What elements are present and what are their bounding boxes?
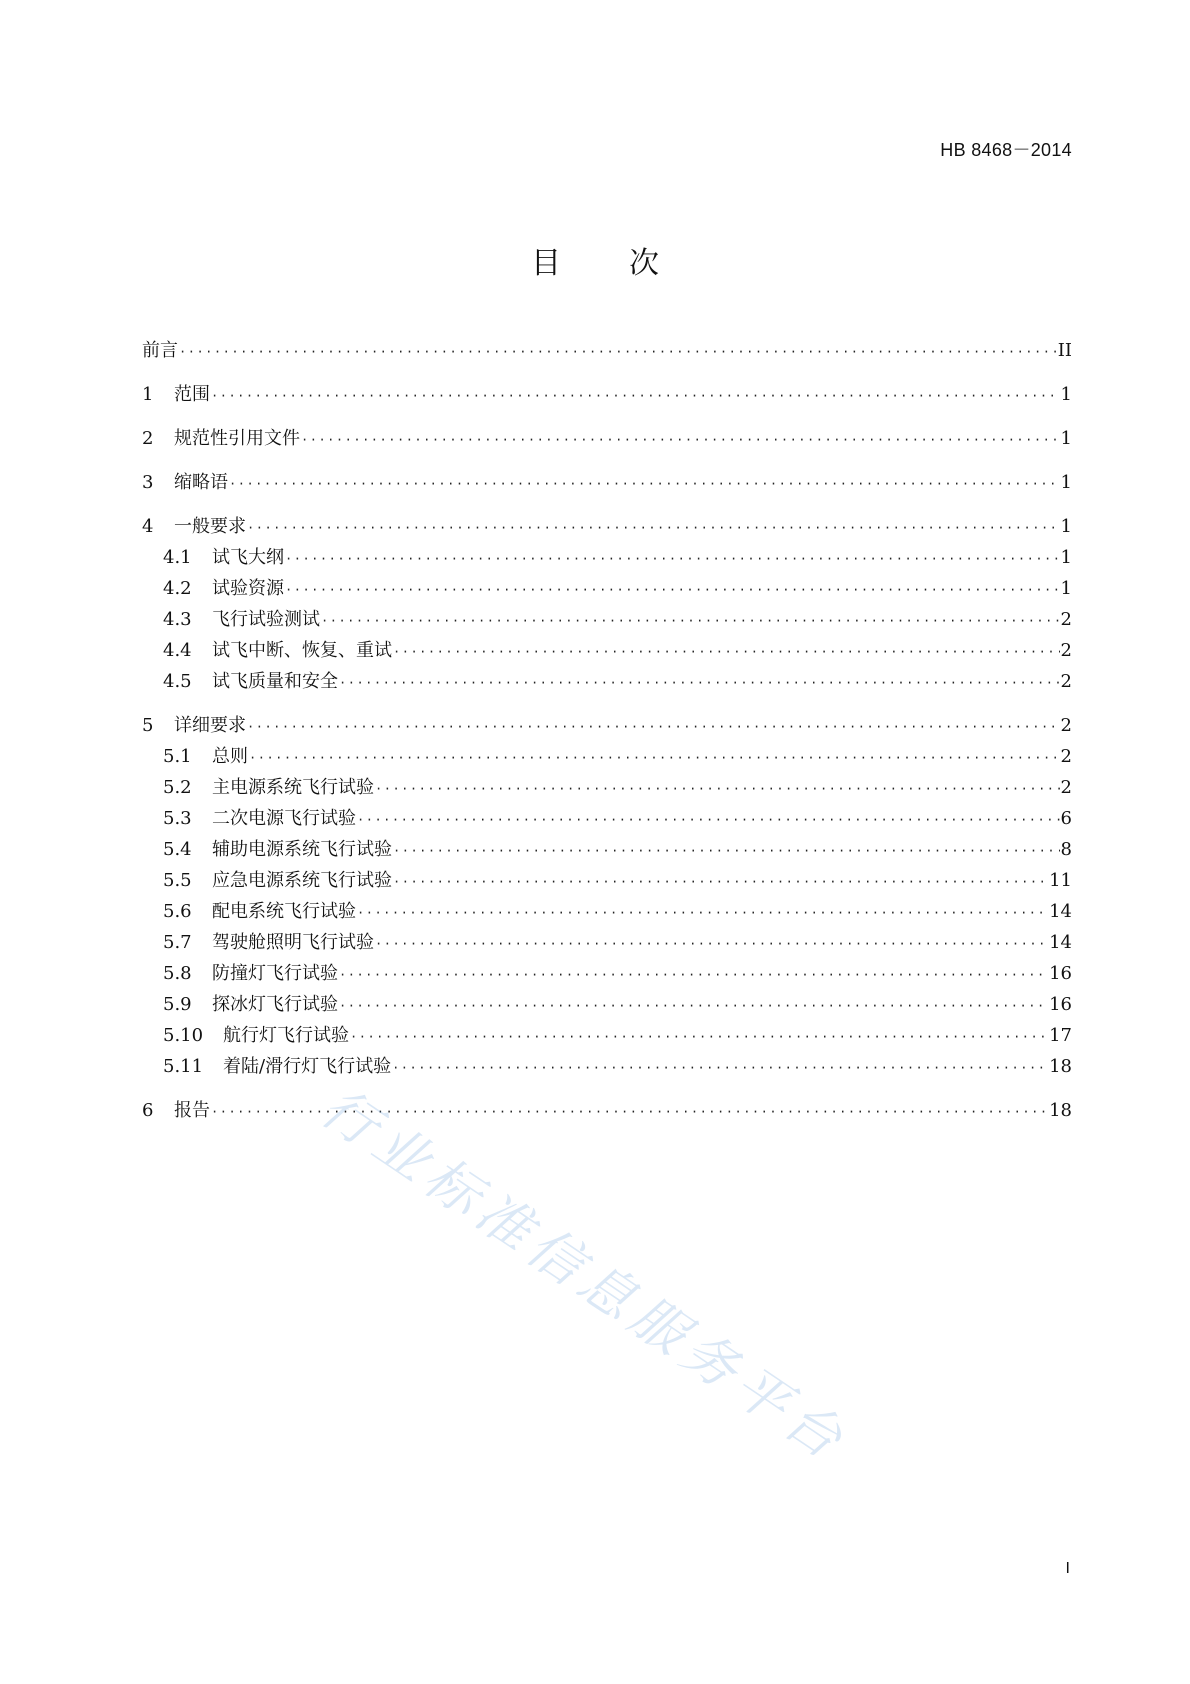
toc-entry[interactable] <box>142 1052 1072 1083</box>
toc-entry[interactable] <box>142 711 1072 742</box>
toc-entry-number: 5.10 <box>163 1025 204 1046</box>
toc-dot-leader <box>339 968 1048 982</box>
toc-entry-number: 5.3 <box>163 808 192 829</box>
toc-dot-leader <box>339 676 1060 690</box>
toc-entry-label: 一般要求 <box>174 516 246 537</box>
toc-dot-leader <box>247 521 1060 535</box>
toc-entry-number: 5.1 <box>163 746 192 767</box>
toc-dot-leader <box>350 1030 1048 1044</box>
toc-entry-page: 2 <box>1060 640 1072 661</box>
table-of-contents <box>142 336 1072 1127</box>
toc-dot-leader <box>249 751 1060 765</box>
toc-entry-label: 总则 <box>212 746 248 767</box>
toc-entry-label: 试飞中断、恢复、重试 <box>212 640 392 661</box>
toc-entry-page: 2 <box>1060 609 1072 630</box>
toc-entry-number: 1 <box>142 384 154 405</box>
toc-entry-label: 报告 <box>174 1100 210 1121</box>
page-number: I <box>1065 1560 1070 1577</box>
toc-entry[interactable] <box>142 1096 1072 1127</box>
toc-entry-label: 缩略语 <box>174 472 228 493</box>
toc-dot-leader <box>211 1105 1048 1119</box>
toc-entry[interactable] <box>142 773 1072 804</box>
toc-entry-number: 4 <box>142 516 154 537</box>
toc-entry-page: 16 <box>1049 994 1072 1015</box>
toc-entry-label: 着陆/滑行灯飞行试验 <box>223 1056 392 1077</box>
toc-entry[interactable] <box>142 866 1072 897</box>
toc-entry-number: 5 <box>142 715 154 736</box>
toc-dot-leader <box>392 1061 1048 1075</box>
toc-entry-number: 5.5 <box>163 870 192 891</box>
toc-entry-page: 1 <box>1060 384 1072 405</box>
toc-entry-page: 18 <box>1049 1100 1072 1121</box>
toc-entry[interactable] <box>142 512 1072 543</box>
toc-entry[interactable] <box>142 667 1072 698</box>
toc-entry-number: 5.2 <box>163 777 192 798</box>
toc-entry[interactable] <box>142 897 1072 928</box>
toc-dot-leader <box>393 844 1060 858</box>
toc-entry-page: 1 <box>1060 516 1072 537</box>
toc-entry[interactable] <box>142 990 1072 1021</box>
toc-entry-label: 试验资源 <box>212 578 284 599</box>
toc-entry-page: 1 <box>1060 547 1072 568</box>
toc-entry-label: 航行灯飞行试验 <box>223 1025 349 1046</box>
toc-entry-number: 6 <box>142 1100 154 1121</box>
toc-entry-page: 14 <box>1049 932 1072 953</box>
toc-entry-number: 5.9 <box>163 994 192 1015</box>
toc-dot-leader <box>357 813 1060 827</box>
toc-entry-page: 1 <box>1060 578 1072 599</box>
toc-entry-label: 应急电源系统飞行试验 <box>212 870 392 891</box>
toc-entry-page: 2 <box>1060 746 1072 767</box>
toc-dot-leader <box>375 782 1060 796</box>
toc-entry-number: 3 <box>142 472 154 493</box>
page-title-part1: 目 <box>531 246 561 281</box>
toc-entry-page: 14 <box>1049 901 1072 922</box>
page-title-part2: 次 <box>629 246 659 281</box>
toc-entry[interactable] <box>142 835 1072 866</box>
toc-dot-leader <box>393 645 1060 659</box>
toc-entry-label: 主电源系统飞行试验 <box>212 777 374 798</box>
toc-entry-page: 2 <box>1060 777 1072 798</box>
toc-entry-page: 1 <box>1060 428 1072 449</box>
toc-entry[interactable] <box>142 605 1072 636</box>
toc-entry[interactable] <box>142 468 1072 499</box>
toc-dot-leader <box>211 389 1060 403</box>
watermark: 行业标准信息服务平台 <box>310 1075 860 1475</box>
toc-entry[interactable] <box>142 928 1072 959</box>
toc-entry-page: 17 <box>1049 1025 1072 1046</box>
toc-entry[interactable] <box>142 336 1072 367</box>
toc-entry[interactable] <box>142 574 1072 605</box>
toc-entry[interactable] <box>142 543 1072 574</box>
toc-entry-number: 5.8 <box>163 963 192 984</box>
toc-entry-label: 规范性引用文件 <box>174 428 300 449</box>
toc-entry[interactable] <box>142 742 1072 773</box>
toc-entry-label: 试飞质量和安全 <box>212 671 338 692</box>
toc-entry-number: 4.5 <box>163 671 192 692</box>
toc-entry-label: 防撞灯飞行试验 <box>212 963 338 984</box>
toc-dot-leader <box>285 583 1060 597</box>
toc-entry-number: 5.4 <box>163 839 192 860</box>
toc-dot-leader <box>229 477 1060 491</box>
toc-dot-leader <box>321 614 1060 628</box>
toc-entry-number: 5.6 <box>163 901 192 922</box>
toc-entry-number: 4.2 <box>163 578 192 599</box>
toc-entry-page: 18 <box>1049 1056 1072 1077</box>
toc-entry-label: 范围 <box>174 384 210 405</box>
toc-dot-leader <box>301 433 1060 447</box>
toc-entry-label: 试飞大纲 <box>212 547 284 568</box>
toc-entry-number: 4.1 <box>163 547 192 568</box>
toc-entry[interactable] <box>142 1021 1072 1052</box>
toc-entry-page: II <box>1057 340 1072 361</box>
toc-entry[interactable] <box>142 380 1072 411</box>
toc-dot-leader <box>179 345 1057 359</box>
toc-entry-label: 探冰灯飞行试验 <box>212 994 338 1015</box>
toc-entry-label: 二次电源飞行试验 <box>212 808 356 829</box>
toc-entry-number: 2 <box>142 428 154 449</box>
toc-entry-number: 4.4 <box>163 640 192 661</box>
page-title <box>0 238 1190 282</box>
toc-entry-label: 前言 <box>142 340 178 361</box>
toc-entry-page: 2 <box>1060 671 1072 692</box>
toc-dot-leader <box>339 999 1048 1013</box>
toc-entry-label: 驾驶舱照明飞行试验 <box>212 932 374 953</box>
toc-entry-label: 辅助电源系统飞行试验 <box>212 839 392 860</box>
toc-entry-page: 16 <box>1049 963 1072 984</box>
toc-entry[interactable] <box>142 959 1072 990</box>
toc-entry-page: 1 <box>1060 472 1072 493</box>
toc-entry-number: 5.11 <box>163 1056 204 1077</box>
toc-dot-leader <box>393 875 1048 889</box>
toc-entry-page: 11 <box>1049 870 1072 891</box>
toc-entry-label: 配电系统飞行试验 <box>212 901 356 922</box>
toc-entry-number: 5.7 <box>163 932 192 953</box>
toc-dot-leader <box>285 552 1060 566</box>
toc-entry-page: 2 <box>1060 715 1072 736</box>
toc-dot-leader <box>375 937 1048 951</box>
toc-entry-page: 6 <box>1060 808 1072 829</box>
toc-entry-label: 详细要求 <box>174 715 246 736</box>
toc-entry[interactable] <box>142 804 1072 835</box>
toc-entry-label: 飞行试验测试 <box>212 609 320 630</box>
toc-entry-number: 4.3 <box>163 609 192 630</box>
toc-dot-leader <box>357 906 1048 920</box>
toc-dot-leader <box>247 720 1060 734</box>
toc-entry-page: 8 <box>1060 839 1072 860</box>
toc-entry[interactable] <box>142 424 1072 455</box>
toc-entry[interactable] <box>142 636 1072 667</box>
document-code: HB 8468－2014 <box>940 140 1072 160</box>
